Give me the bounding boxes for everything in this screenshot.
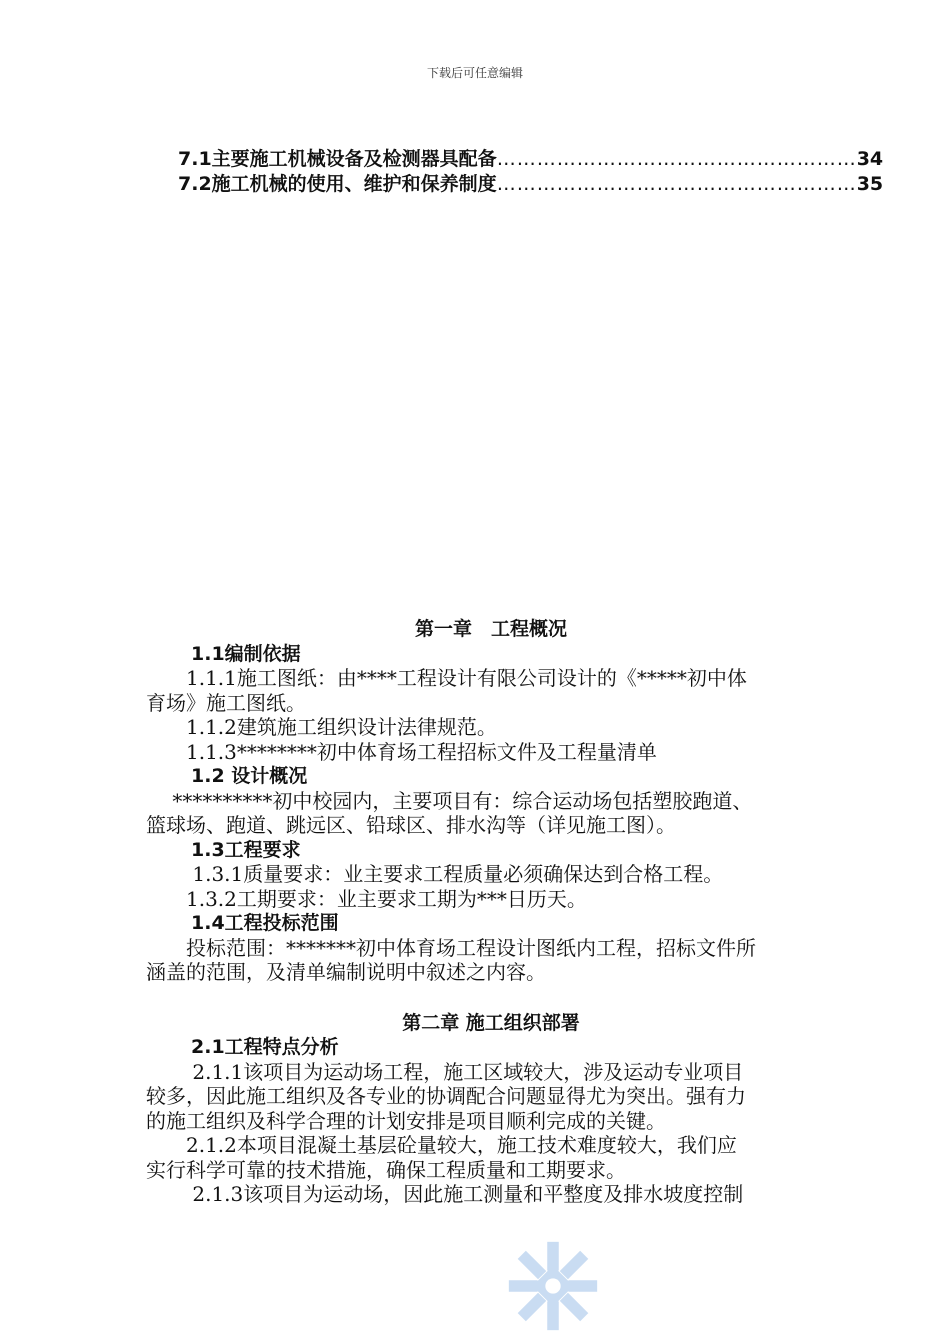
section-heading: 2.1工程特点分析 bbox=[191, 1036, 339, 1058]
paragraph-line: 较多，因此施工组织及各专业的协调配合问题显得尤为突出。强有力 bbox=[146, 1084, 746, 1108]
toc-row[interactable] bbox=[178, 172, 884, 197]
paragraph-line: 涵盖的范围，及清单编制说明中叙述之内容。 bbox=[146, 960, 546, 984]
paragraph-line: 篮球场、跑道、跳远区、铅球区、排水沟等（详见施工图）。 bbox=[146, 813, 676, 837]
toc-number: 7.2 bbox=[178, 173, 212, 195]
toc-page-number: 34 bbox=[856, 148, 884, 170]
paragraph-line: 1.3.2工期要求：业主要求工期为***日历天。 bbox=[146, 886, 587, 911]
toc-leader: ……………………………………………… bbox=[496, 173, 857, 195]
toc-title: 主要施工机械设备及检测器具配备 bbox=[211, 148, 497, 170]
chapter-title: 第二章 施工组织部署 bbox=[402, 1011, 580, 1034]
toc-title: 施工机械的使用、维护和保养制度 bbox=[211, 173, 497, 195]
paragraph-line: **********初中校园内，主要项目有：综合运动场包括塑胶跑道、 bbox=[146, 788, 753, 813]
paragraph-line: 1.1.3********初中体育场工程招标文件及工程量清单 bbox=[146, 739, 657, 764]
document-body bbox=[146, 617, 836, 1207]
section-heading: 1.2 设计概况 bbox=[191, 765, 308, 787]
paragraph-line: 实行科学可靠的技术措施，确保工程质量和工期要求。 bbox=[146, 1157, 626, 1182]
section-heading: 1.3工程要求 bbox=[191, 838, 301, 861]
page-header: 下载后可任意编辑 bbox=[426, 66, 523, 80]
toc-page-number: 35 bbox=[856, 173, 884, 195]
section-heading: 1.4工程投标范围 bbox=[191, 912, 339, 934]
paragraph-line: 1.3.1质量要求：业主要求工程质量必须确保达到合格工程。 bbox=[146, 862, 724, 886]
snowflake-watermark-icon bbox=[505, 1238, 601, 1334]
paragraph-line: 2.1.1该项目为运动场工程，施工区域较大，涉及运动专业项目 bbox=[146, 1059, 744, 1084]
toc-leader: ……………………………………………… bbox=[496, 148, 857, 170]
chapter-title: 第一章 工程概况 bbox=[414, 618, 567, 640]
paragraph-line: 1.1.2建筑施工组织设计法律规范。 bbox=[146, 715, 497, 739]
paragraph-line: 投标范围：*******初中体育场工程设计图纸内工程，招标文件所 bbox=[146, 935, 756, 960]
paragraph-line: 的施工组织及科学合理的计划安排是项目顺利完成的关键。 bbox=[146, 1108, 666, 1133]
paragraph-line: 2.1.2本项目混凝土基层砼量较大，施工技术难度较大，我们应 bbox=[146, 1133, 737, 1157]
toc-number: 7.1 bbox=[178, 148, 212, 170]
paragraph-line: 2.1.3该项目为运动场，因此施工测量和平整度及排水坡度控制 bbox=[146, 1182, 744, 1206]
paragraph-line: 育场》施工图纸。 bbox=[146, 690, 306, 715]
section-heading: 1.1编制依据 bbox=[191, 642, 301, 665]
toc-row[interactable] bbox=[178, 147, 884, 172]
table-of-contents bbox=[178, 147, 884, 197]
paragraph-line: 1.1.1施工图纸：由****工程设计有限公司设计的《*****初中体 bbox=[146, 666, 747, 690]
